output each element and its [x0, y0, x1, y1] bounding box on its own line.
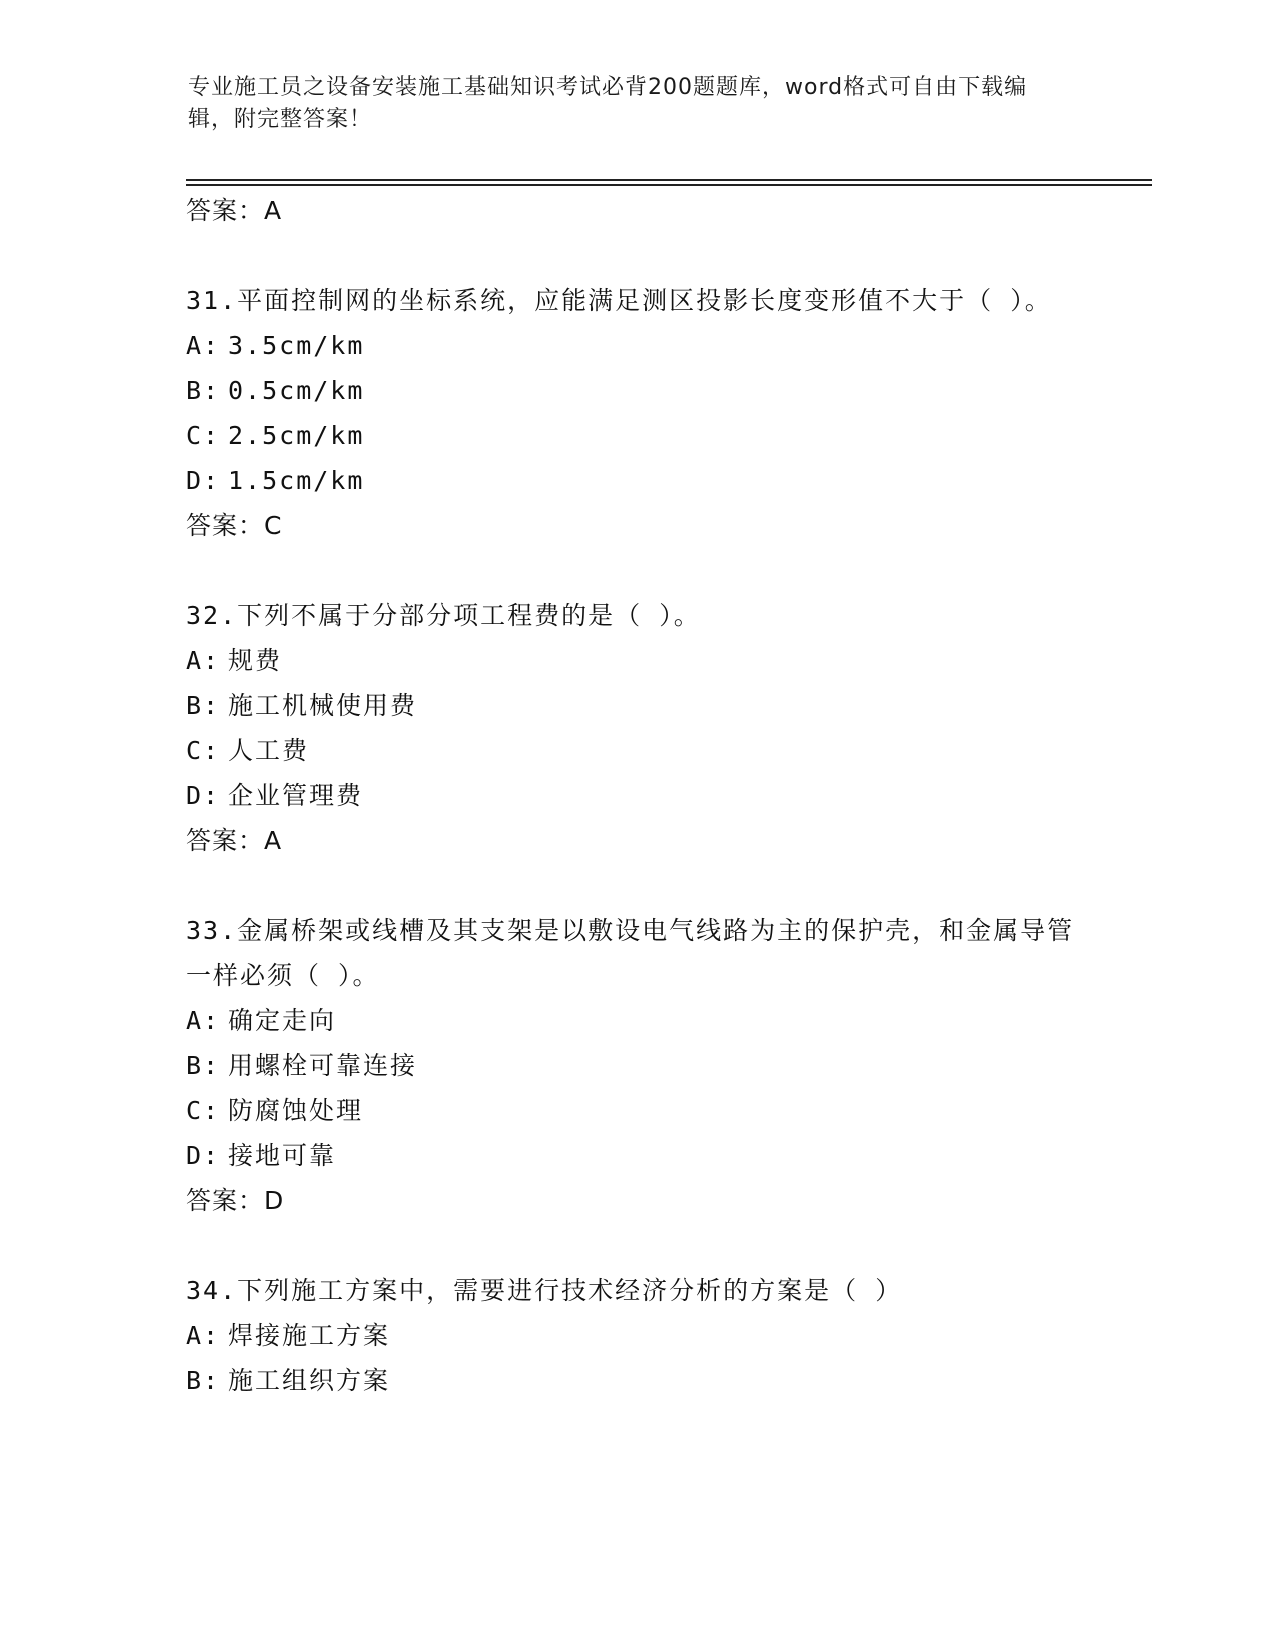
- option-text: 1.5cm/km: [228, 466, 365, 495]
- answer-line: [186, 1178, 1146, 1224]
- answer-value: A: [264, 196, 283, 225]
- option-b: [186, 683, 1146, 728]
- option-d: [186, 458, 1146, 503]
- option-b: [186, 368, 1146, 413]
- option-b: [186, 1043, 1146, 1088]
- question-text: 下列不属于分部分项工程费的是（ ）。: [237, 601, 701, 630]
- document-header: 专业施工员之设备安装施工基础知识考试必背200题题库，word格式可自由下载编辑，附完整答案！: [188, 75, 1028, 132]
- option-a: [186, 998, 1146, 1043]
- option-key: C:: [186, 736, 221, 765]
- question-text: 金属桥架或线槽及其支架是以敷设电气线路为主的保护壳，和金属导管一样必须（ ）。: [186, 916, 1075, 990]
- answer-label: 答案：: [186, 1186, 265, 1215]
- question-number: 33.: [186, 916, 238, 945]
- option-c: [186, 1088, 1146, 1133]
- option-text: 施工机械使用费: [228, 691, 418, 720]
- answer-value: D: [264, 1186, 285, 1215]
- option-text: 0.5cm/km: [228, 376, 365, 405]
- question-31: [186, 278, 1086, 323]
- option-key: A:: [186, 1321, 221, 1350]
- question-text: 下列施工方案中，需要进行技术经济分析的方案是（ ）: [237, 1276, 903, 1305]
- option-text: 确定走向: [228, 1006, 337, 1035]
- option-text: 人工费: [228, 736, 310, 765]
- option-key: A:: [186, 646, 221, 675]
- option-key: A:: [186, 331, 221, 360]
- answer-line: [186, 188, 1146, 234]
- option-key: C:: [186, 1096, 221, 1125]
- question-number: 31.: [186, 286, 238, 315]
- question-32: [186, 593, 1086, 638]
- option-d: [186, 773, 1146, 818]
- answer-line: [186, 503, 1146, 549]
- question-text: 平面控制网的坐标系统，应能满足测区投影长度变形值不大于（ ）。: [237, 286, 1052, 315]
- option-key: B:: [186, 376, 221, 405]
- question-33: [186, 908, 1086, 998]
- option-text: 规费: [228, 646, 283, 675]
- option-a: [186, 638, 1146, 683]
- option-key: D:: [186, 781, 221, 810]
- header-divider-secondary: [186, 184, 1152, 186]
- answer-label: 答案：: [186, 826, 265, 855]
- option-text: 用螺栓可靠连接: [228, 1051, 418, 1080]
- answer-label: 答案：: [186, 511, 265, 540]
- option-a: [186, 323, 1146, 368]
- option-text: 2.5cm/km: [228, 421, 365, 450]
- option-key: A:: [186, 1006, 221, 1035]
- option-key: D:: [186, 466, 221, 495]
- question-number: 32.: [186, 601, 238, 630]
- option-b: [186, 1358, 1146, 1403]
- option-key: B:: [186, 1051, 221, 1080]
- option-c: [186, 413, 1146, 458]
- option-c: [186, 728, 1146, 773]
- answer-value: A: [264, 826, 283, 855]
- option-key: B:: [186, 691, 221, 720]
- question-list: [186, 188, 1146, 1403]
- answer-line: [186, 818, 1146, 864]
- option-key: C:: [186, 421, 221, 450]
- answer-label: 答案：: [186, 196, 265, 225]
- option-key: D:: [186, 1141, 221, 1170]
- option-text: 企业管理费: [228, 781, 364, 810]
- answer-value: C: [264, 511, 283, 540]
- question-34: [186, 1268, 1086, 1313]
- option-key: B:: [186, 1366, 221, 1395]
- option-text: 施工组织方案: [228, 1366, 391, 1395]
- option-a: [186, 1313, 1146, 1358]
- header-divider: [186, 179, 1152, 181]
- option-text: 焊接施工方案: [228, 1321, 391, 1350]
- option-text: 3.5cm/km: [228, 331, 365, 360]
- option-d: [186, 1133, 1146, 1178]
- option-text: 防腐蚀处理: [228, 1096, 364, 1125]
- option-text: 接地可靠: [228, 1141, 337, 1170]
- question-number: 34.: [186, 1276, 238, 1305]
